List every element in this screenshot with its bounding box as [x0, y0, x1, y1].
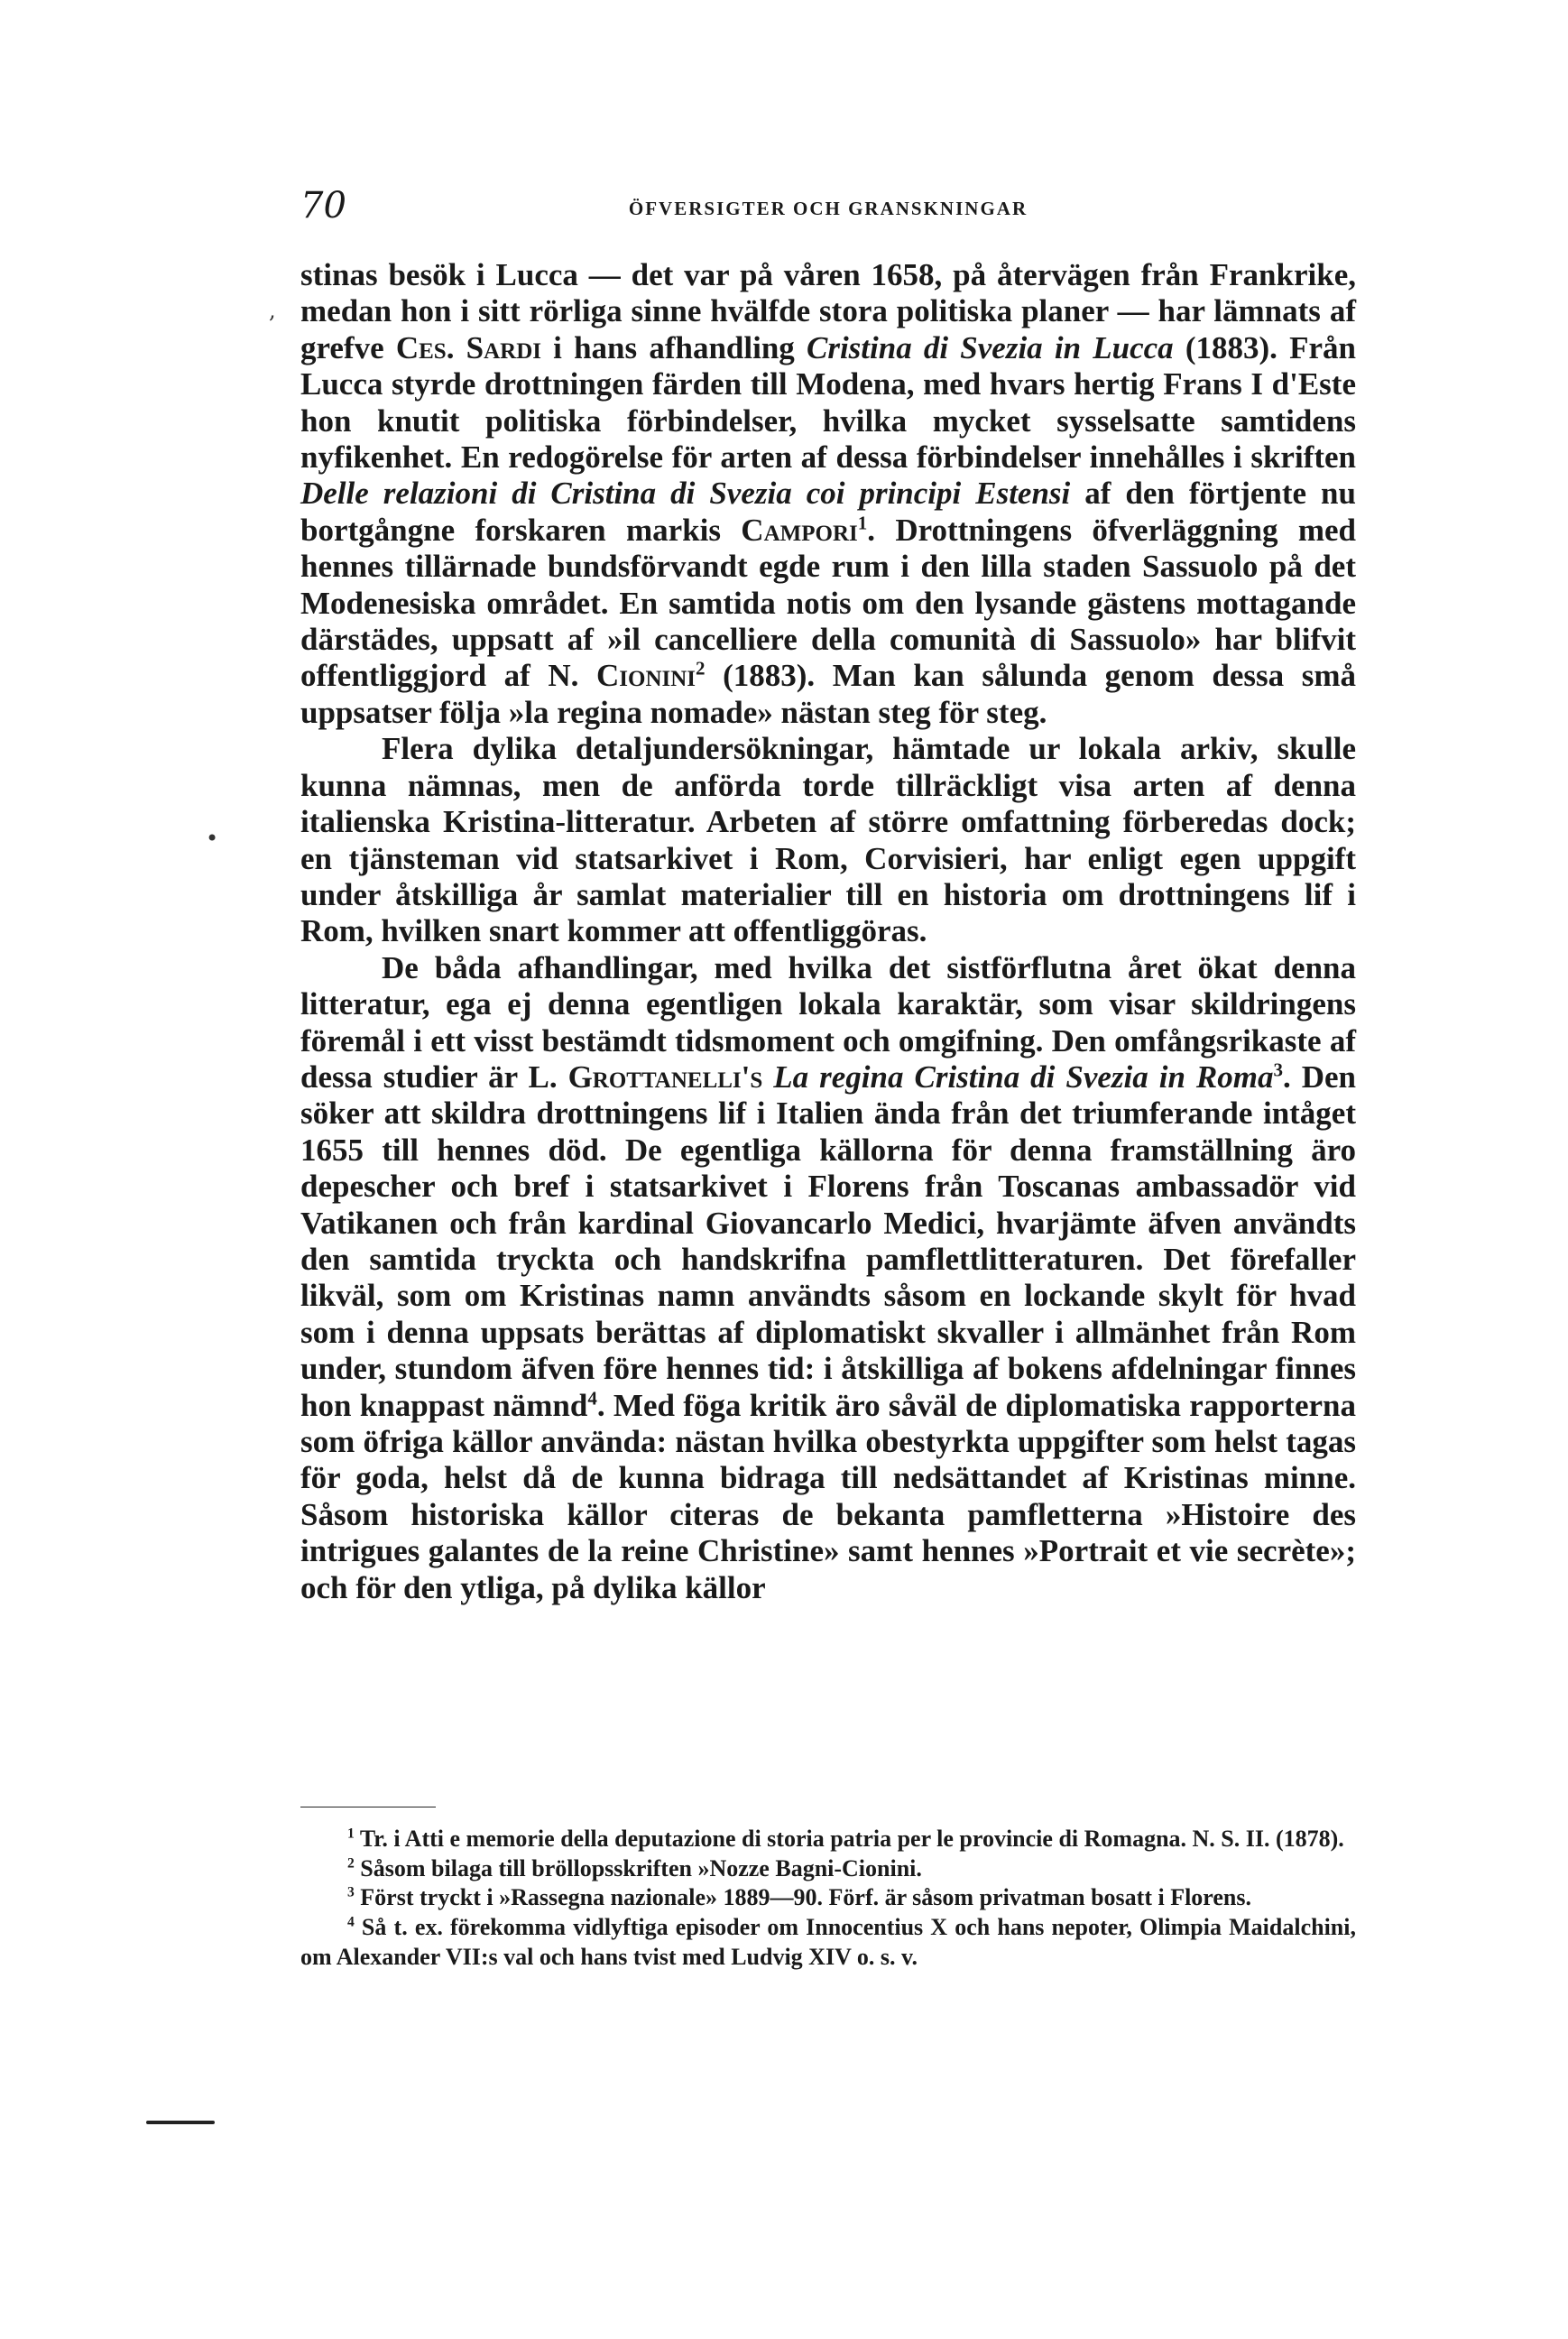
- footnote-mark: 1: [347, 1826, 355, 1842]
- running-head: ÖFVERSIGTER OCH GRANSKNINGAR: [628, 198, 1028, 219]
- work-title: La regina Cristina di Svezia in Roma: [773, 1059, 1274, 1095]
- author-name: Sardi: [466, 329, 541, 365]
- footnote-ref: 3: [1273, 1059, 1284, 1081]
- paragraph-1: stinas besök i Lucca — det var på våren 1658, på återvägen från Frankrike, medan hon i sitt rörliga sinne hvälfde stora politiska planer — har lämnats af grefve Ces. Sardi i hans afhandling Cristina di Svezia in Lucca (1883). Från Lucca styrde drottningen färden till Modena, med hvars hertig Frans I d'Este hon knutit politiska förbindelser, hvilka mycket sysselsatte samtidens nyfikenhet. En redogörelse för arten af dessa förbindelser innehålles i skriften Delle relazioni di Cristina di Svezia coi principi Estensi af den förtjente nu bortgångne forskaren markis Campori$^1$. Drottningens öfverläggning med hennes tillärnade bundsförvandt egde rum i den lilla staden Sassuolo på det Modenesiska området. En samtida notis om den lysande gästens mottagande därstädes, uppsatt af »il cancelliere della comunità di Sassuolo» har blifvit offentliggjord af N. Cionini$^2$ (1883). Man kan sålunda genom dessa små uppsatser följa »la regina nomade» nästan steg för steg.: [300, 257, 1356, 730]
- main-text: [300, 257, 1356, 1606]
- stray-dash-mark: [146, 2121, 215, 2124]
- page-number: 70: [300, 185, 346, 227]
- footnote-mark: 3: [347, 1884, 355, 1900]
- footnote-4: $^4$ Så t. ex. förekomma vidlyftiga episoder om Innocentius X och hans nepoter, Olimpia Maidalchini, om Alexander VII:s val och hans tvist med Ludvig XIV o. s. v.: [300, 1914, 1356, 1970]
- footnote-2: $^2$ Såsom bilaga till bröllopsskriften »Nozze Bagni-Cionini.: [347, 1854, 922, 1881]
- footnote-3: $^3$ Först tryckt i »Rassegna nazionale» 1889—90. Förf. är såsom privatman bosatt i Florens.: [347, 1884, 1251, 1911]
- paragraph-2: Flera dylika detaljundersökningar, hämtade ur lokala arkiv, skulle kunna nämnas, men de anförda torde tillräckligt visa arten af denna italienska Kristina-litteratur. Arbeten af större omfattning förberedas dock; en tjänsteman vid statsarkivet i Rom, Corvisieri, har enligt egen uppgift under åtskilliga år samlat materialier till en historia om drottningens lif i Rom, hvilken snart kommer att offentliggöras.: [300, 731, 1356, 949]
- author-name: Campori: [741, 512, 858, 548]
- stray-mark: •: [206, 826, 219, 851]
- footnote-ref: 4: [587, 1386, 597, 1409]
- footnote-1: $^1$ Tr. i Atti e memorie della deputazione di storia patria per le provincie di Romagna. N. S. II. (1878).: [347, 1826, 1344, 1852]
- author-name: Grottanelli's: [567, 1059, 763, 1095]
- work-title: Cristina di Svezia in Lucca: [806, 329, 1174, 365]
- stray-mark: ,: [269, 298, 276, 323]
- work-title: Delle relazioni di Cristina di Svezia coi principi Estensi: [300, 476, 1071, 512]
- footnote-ref: 2: [696, 657, 706, 680]
- footnotes: [300, 1825, 1356, 1973]
- footnote-mark: 2: [347, 1855, 355, 1872]
- footnote-mark: 4: [347, 1914, 355, 1930]
- footnote-ref: 1: [857, 512, 868, 534]
- paragraph-3: De båda afhandlingar, med hvilka det sistförflutna året ökat denna litteratur, ega ej denna egentligen lokala karaktär, som visar skildringens föremål i ett visst bestämdt tidsmoment och omgifning. Den omfångsrikaste af dessa studier är L. Grottanelli's La regina Cristina di Svezia in Roma$^3$. Den söker att skildra drottningens lif i Italien ända från det triumferande intåget 1655 till hennes död. De egentliga källorna för denna framställning äro depescher och bref i statsarkivet i Florens från Toscanas ambassadör vid Vatikanen och från kardinal Giovancarlo Medici, hvarjämte äfven användts den samtida tryckta och handskrifna pamflettlitteraturen. Det förefaller likväl, som om Kristinas namn användts såsom en lockande skylt för hvad som i denna uppsats berättas af diplomatiskt skvaller i allmänhet från Rom under, stundom äfven före hennes tid: i åtskilliga af bokens afdelningar finnes hon knappast nämnd$^4$. Med föga kritik äro såväl de diplomatiska rapporterna som öfriga källor använda: nästan hvilka obestyrkta uppgifter som helst tagas för goda, helst då de kunna bidraga till nedsättandet af Kristinas minne. Såsom historiska källor citeras de bekanta pamfletterna »Histoire des intrigues galantes de la reine Christine» samt hennes »Portrait et vie secrète»; och för den ytliga, på dylika källor: [300, 949, 1357, 1605]
- author-name: Ces: [395, 329, 447, 365]
- author-name: Cionini: [596, 658, 696, 694]
- page-header: [300, 185, 1356, 239]
